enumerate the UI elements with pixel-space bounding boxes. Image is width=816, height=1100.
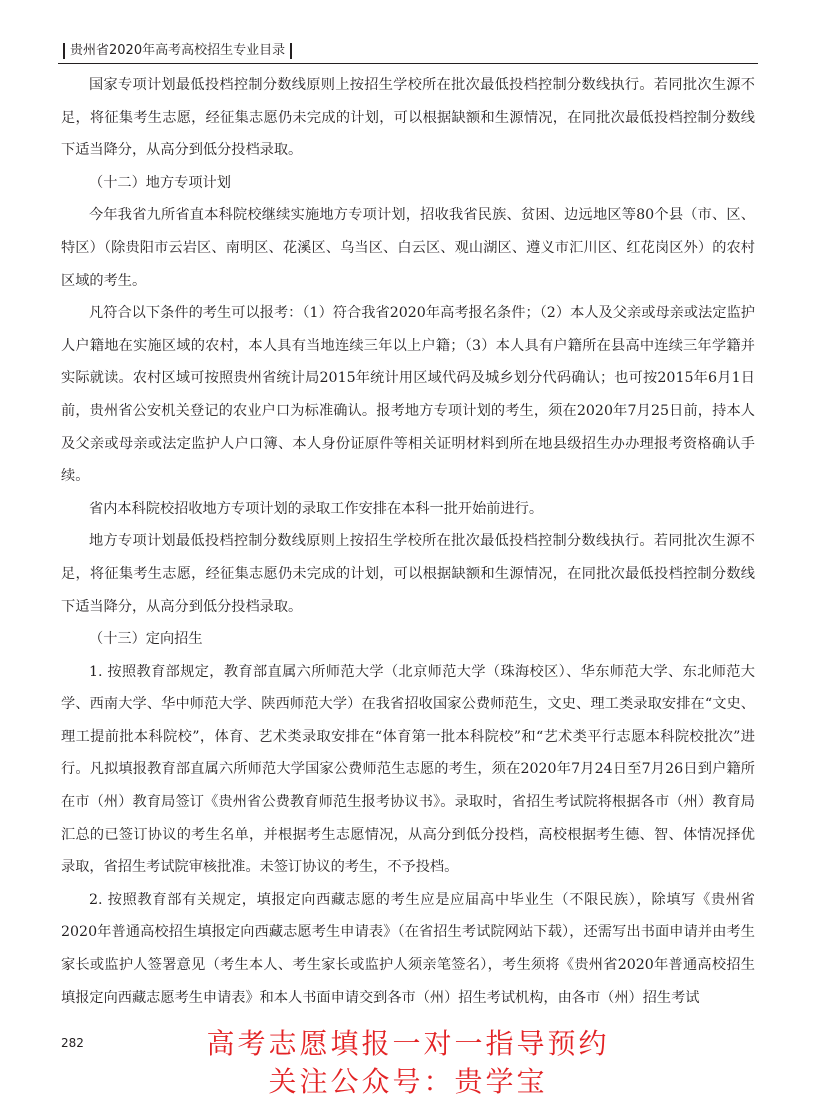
header-rule [58, 63, 758, 64]
watermark-line-1: 高考志愿填报一对一指导预约 [206, 1027, 610, 1060]
paragraph: 地方专项计划最低投档控制分数线原则上按招生学校所在批次最低投档控制分数线执行。若同批次生源不足，将征集考生志愿，经征集志愿仍未完成的计划，可以根据缺额和生源情况，在同批次最低投档控制分数线下适当降分，从高分到低分投档录取。 [61, 533, 755, 615]
running-header [58, 38, 758, 64]
section-heading: （十三）定向招生 [89, 631, 203, 648]
page-body [61, 69, 755, 1014]
header-divider-left [63, 43, 65, 59]
section-heading: （十二）地方专项计划 [89, 174, 231, 191]
paragraph: 国家专项计划最低投档控制分数线原则上按招生学校所在批次最低投档控制分数线执行。若同批次生源不足，将征集考生志愿，经征集志愿仍未完成的计划，可以根据缺额和生源情况，在同批次最低投档控制分数线下适当降分，从高分到低分投档录取。 [61, 77, 755, 159]
paragraph: 省内本科院校招收地方专项计划的录取工作安排在本科一批开始前进行。 [89, 500, 544, 517]
watermark-line-2: 关注公众号：贵学宝 [268, 1065, 548, 1098]
paragraph: 凡符合以下条件的考生可以报考：（1）符合我省2020年高考报名条件；（2）本人及父亲或母亲或法定监护人户籍地在实施区域的农村，本人具有当地连续三年以上户籍；（3）本人具有户籍所在县高中连续三年学籍并实际就读。农村区域可按照贵州省统计局2015年统计用区域代码及城乡划分代码确认；也可按2015年6月1日前，贵州省公安机关登记的农业户口为标准确认。报考地方专项计划的考生，须在2020年7月25日前，持本人及父亲或母亲或法定监护人户口簿、本人身份证原件等相关证明材料到所在地县级招生办办理报考资格确认手续。 [61, 305, 755, 485]
paragraph: 今年我省九所省直本科院校继续实施地方专项计划，招收我省民族、贫困、边远地区等80个县（市、区、特区）（除贵阳市云岩区、南明区、花溪区、乌当区、白云区、观山湖区、遵义市汇川区、红花岗区外）的农村区域的考生。 [61, 207, 755, 289]
header-divider-right [290, 43, 292, 59]
paragraph: 2. 按照教育部有关规定，填报定向西藏志愿的考生应是应届高中毕业生（不限民族），除填写《贵州省2020年普通高校招生填报定向西藏志愿考生申请表》（在省招生考试院网站下载），还需写出书面申请并由考生家长或监护人签署意见（考生本人、考生家长或监护人须亲笔签名），考生须将《贵州省2020年普通高校招生填报定向西藏志愿考生申请表》和本人书面申请交到各市（州）招生考试机构，由各市（州）招生考试 [61, 891, 755, 1006]
page-number: 282 [61, 1036, 84, 1050]
paragraph: 1. 按照教育部规定，教育部直属六所师范大学（北京师范大学（珠海校区）、华东师范大学、东北师范大学、西南大学、华中师范大学、陕西师范大学）在我省招收国家公费师范生，文史、理工类录取安排在“文史、理工提前批本科院校”，体育、艺术类录取安排在“体育第一批本科院校”和“艺术类平行志愿本科院校批次”进行。凡拟填报教育部直属六所师范大学国家公费师范生志愿的考生，须在2020年7月24日至7月26日到户籍所在市（州）教育局签订《贵州省公费教育师范生报考协议书》。录取时，省招生考试院将根据各市（州）教育局汇总的已签订协议的考生名单，并根据考生志愿情况，从高分到低分投档，高校根据考生德、智、体情况择优录取，省招生考试院审核批准。未签订协议的考生，不予投档。 [61, 663, 755, 876]
header-title: 贵州省2020年高考高校招生专业目录 [70, 43, 286, 58]
